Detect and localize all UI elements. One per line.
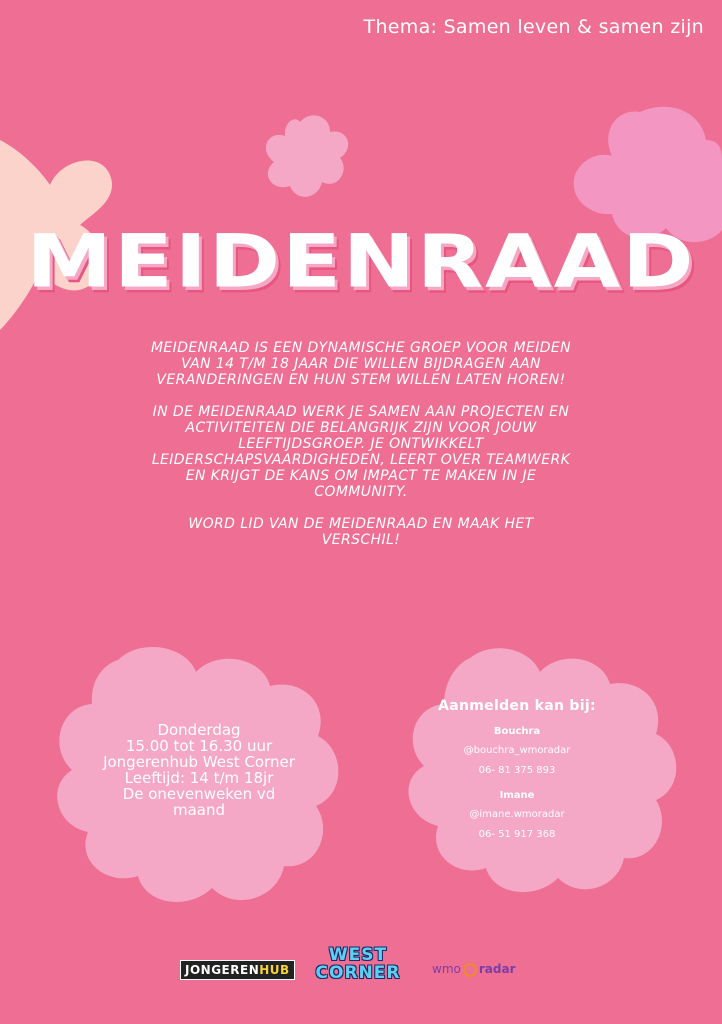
jongerenhub-logo-text: JONGEREN	[185, 963, 260, 977]
contact-handle-2[interactable]: @imane.wmoradar	[469, 809, 565, 820]
jongerenhub-logo-hub: HUB	[259, 963, 290, 977]
schedule-frequency-1: De onevenweken vd	[122, 785, 276, 803]
radar-icon	[463, 963, 477, 977]
schedule-age: Leeftijd: 14 t/m 18jr	[124, 769, 274, 787]
signup-heading: Aanmelden kan bij:	[438, 698, 596, 714]
partner-logos	[0, 944, 722, 994]
intro-text	[150, 340, 572, 564]
contact-phone-2[interactable]: 06- 51 917 368	[478, 829, 556, 840]
intro-paragraph-3: WORD LID VAN DE MEIDENRAAD EN MAAK HET VERSCHIL!	[188, 516, 534, 548]
westcorner-logo	[310, 946, 406, 982]
westcorner-logo-line2: CORNER	[315, 963, 401, 983]
intro-paragraph-2: IN DE MEIDENRAAD WERK JE SAMEN AAN PROJECTEN EN ACTIVITEITEN DIE BELANGRIJK ZIJN VOOR JOUW LEEFTIJDSGROEP. JE ONTWIKKELT LEIDERSCHAPSVAARDIGHEDEN, LEERT OVER TEAMWERK EN KRIJGT DE KANS OM IMPACT TE MAKEN IN JE COMMUNITY.	[151, 404, 571, 500]
signup-info	[412, 698, 622, 849]
schedule-location: Jongerenhub West Corner	[103, 753, 295, 771]
intro-paragraph-1: MEIDENRAAD IS EEN DYNAMISCHE GROEP VOOR MEIDEN VAN 14 T/M 18 JAAR DIE WILLEN BIJDRAGEN AAN VERANDERINGEN EN HUN STEM WILLEN LATEN HOREN!	[150, 340, 572, 388]
contact-phone-1[interactable]: 06- 81 375 893	[478, 765, 556, 776]
theme-heading: Thema: Samen leven & samen zijn	[363, 16, 704, 38]
contact-handle-1[interactable]: @bouchra_wmoradar	[463, 745, 571, 756]
schedule-frequency-2: maand	[172, 801, 226, 819]
schedule-info	[84, 722, 314, 818]
contact-name-1: Bouchra	[493, 726, 541, 737]
wmoradar-logo-radar: radar	[478, 962, 516, 976]
small-flower-top	[266, 115, 348, 196]
wmoradar-logo	[432, 962, 515, 977]
westcorner-logo-line1: WEST	[328, 945, 388, 965]
page-title: MEIDENRAAD	[26, 219, 696, 305]
schedule-time: 15.00 tot 16.30 uur	[125, 737, 273, 755]
wmoradar-logo-wmo: wmo	[432, 962, 461, 976]
contact-name-2: Imane	[499, 790, 535, 801]
schedule-day: Donderdag	[157, 721, 241, 739]
jongerenhub-logo	[180, 960, 295, 980]
